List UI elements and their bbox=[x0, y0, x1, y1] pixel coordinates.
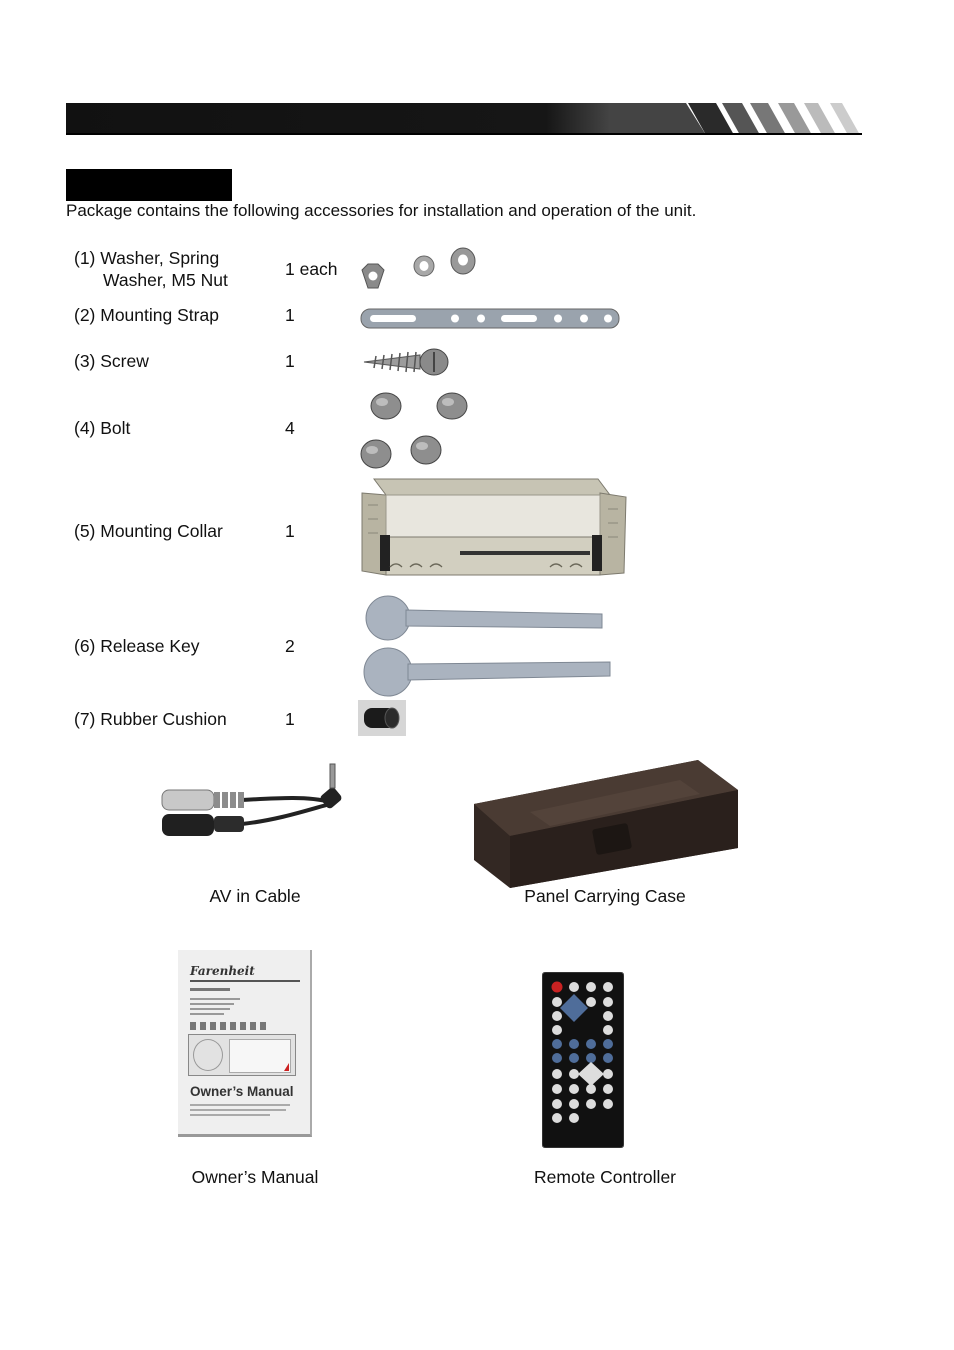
release-keys-image bbox=[362, 592, 616, 698]
item-qty-bolt: 4 bbox=[285, 418, 295, 438]
item-label-mounting-collar: (5) Mounting Collar bbox=[74, 521, 223, 541]
item-qty-mounting-collar: 1 bbox=[285, 521, 295, 541]
carrying-case-image bbox=[470, 756, 742, 890]
remote-controller-image bbox=[542, 972, 624, 1148]
item-label-washer: (1) Washer, Spring Washer, M5 Nut bbox=[74, 248, 228, 290]
manual-brand: Farenheit bbox=[190, 964, 255, 978]
item-label-mounting-strap: (2) Mounting Strap bbox=[74, 305, 219, 325]
item-label-screw: (3) Screw bbox=[74, 351, 149, 371]
manual-title: Owner’s Manual bbox=[190, 1084, 294, 1099]
item-label-release-key: (6) Release Key bbox=[74, 636, 200, 656]
mounting-collar-image bbox=[360, 475, 630, 579]
item-qty-washer: 1 each bbox=[285, 259, 338, 279]
caption-owners-manual: Owner’s Manual bbox=[191, 1167, 319, 1187]
washer-nut-image bbox=[358, 244, 482, 294]
item-qty-screw: 1 bbox=[285, 351, 295, 371]
item-label-rubber-cushion: (7) Rubber Cushion bbox=[74, 709, 227, 729]
rubber-cushion-image bbox=[358, 700, 406, 736]
section-heading-tab bbox=[66, 169, 232, 201]
screw-image bbox=[362, 346, 452, 378]
caption-remote: Remote Controller bbox=[534, 1167, 676, 1187]
item-qty-release-key: 2 bbox=[285, 636, 295, 656]
owners-manual-image bbox=[178, 950, 312, 1137]
bolts-image bbox=[356, 390, 476, 474]
mounting-strap-image bbox=[360, 307, 622, 331]
item-qty-rubber-cushion: 1 bbox=[285, 709, 295, 729]
item-label-bolt: (4) Bolt bbox=[74, 418, 131, 438]
header-bar bbox=[66, 103, 866, 135]
item-qty-mounting-strap: 1 bbox=[285, 305, 295, 325]
intro-text: Package contains the following accessories for installation and operation of the unit. bbox=[66, 201, 697, 220]
av-cable-image bbox=[158, 760, 352, 842]
caption-carrying-case: Panel Carrying Case bbox=[524, 886, 686, 906]
caption-av-cable: AV in Cable bbox=[209, 886, 301, 906]
